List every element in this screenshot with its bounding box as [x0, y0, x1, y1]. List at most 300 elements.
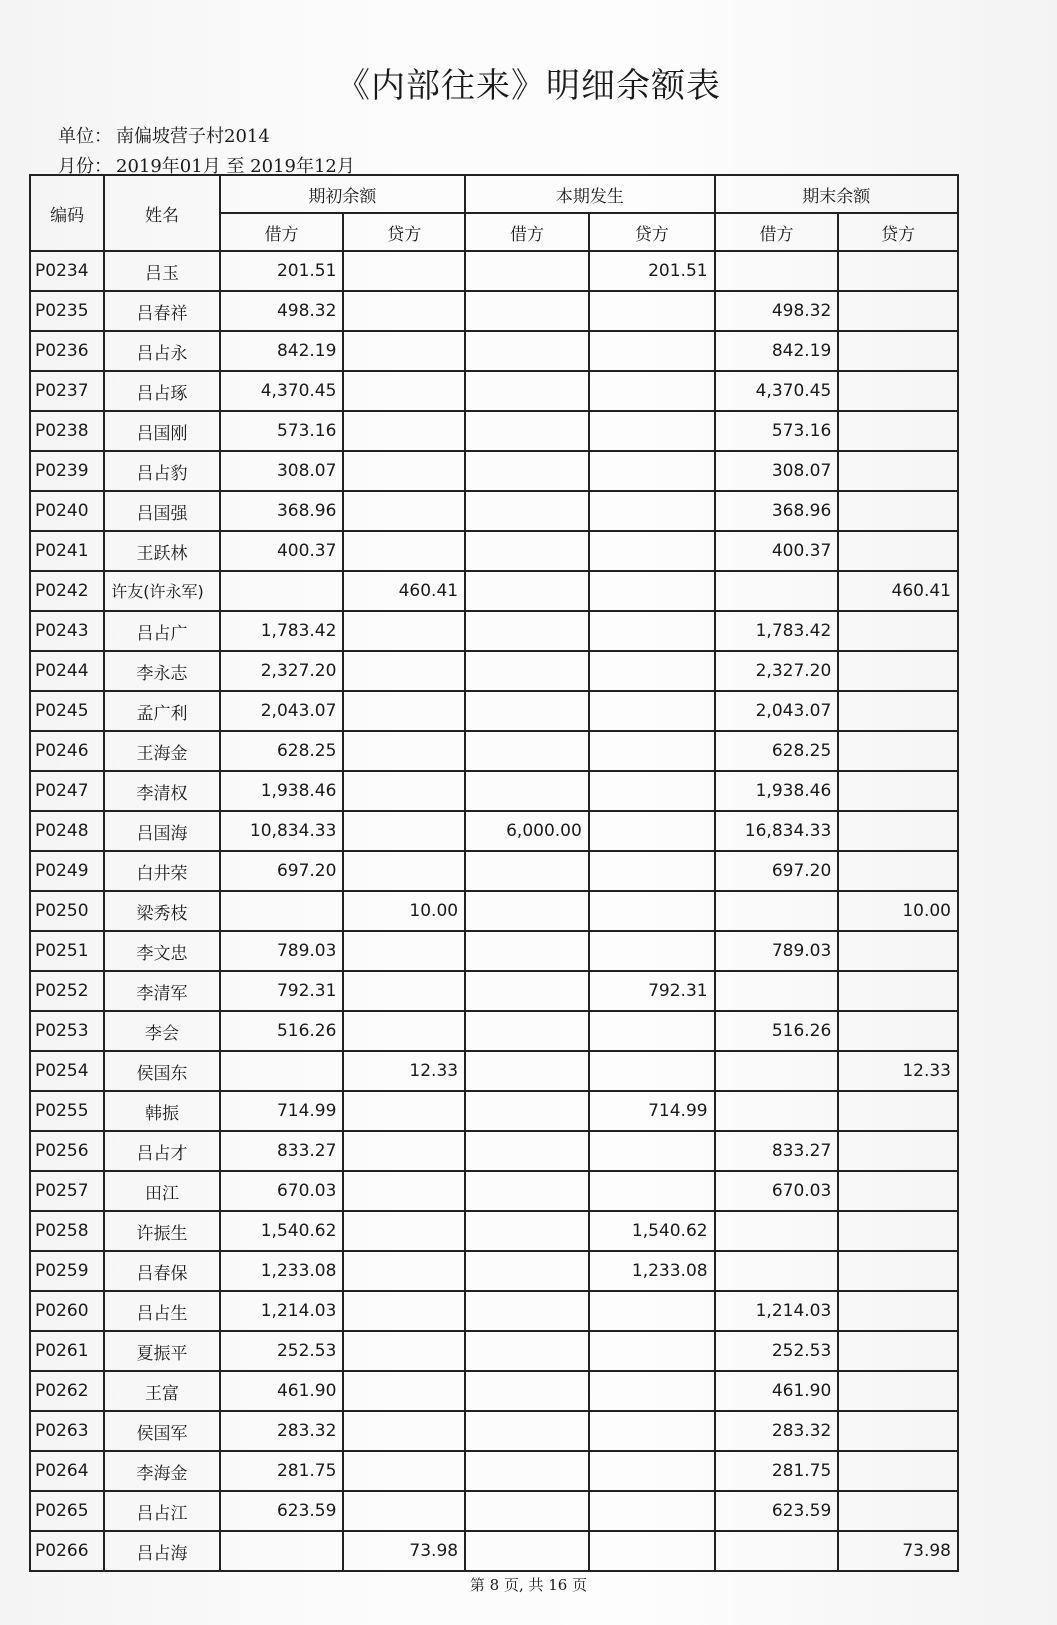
cell-current-debit: 6,000.00: [465, 811, 589, 851]
cell-code: P0246: [30, 731, 104, 771]
cell-opening-credit: 10.00: [343, 891, 465, 931]
cell-current-credit: [589, 451, 715, 491]
table-row: [30, 451, 958, 491]
cell-opening-credit: [343, 1331, 465, 1371]
cell-opening-credit: [343, 491, 465, 531]
cell-name: 吕占才: [104, 1131, 219, 1171]
cell-code: P0253: [30, 1011, 104, 1051]
cell-opening-credit: [343, 371, 465, 411]
cell-name: 李文忠: [104, 931, 219, 971]
cell-closing-debit: 283.32: [715, 1411, 839, 1451]
cell-closing-credit: [838, 531, 958, 571]
cell-name: 吕占豹: [104, 451, 219, 491]
table-row: [30, 1131, 958, 1171]
cell-current-debit: [465, 1211, 589, 1251]
cell-current-credit: [589, 531, 715, 571]
cell-closing-debit: 1,783.42: [715, 611, 839, 651]
cell-closing-credit: [838, 1291, 958, 1331]
table-row: [30, 1291, 958, 1331]
header-closing-debit: 借方: [715, 213, 839, 251]
unit-label: 单位：: [58, 126, 112, 147]
cell-closing-debit: 281.75: [715, 1451, 839, 1491]
cell-current-credit: [589, 1171, 715, 1211]
cell-code: P0237: [30, 371, 104, 411]
cell-current-debit: [465, 1051, 589, 1091]
cell-closing-credit: [838, 331, 958, 371]
cell-closing-debit: 252.53: [715, 1331, 839, 1371]
cell-current-debit: [465, 651, 589, 691]
cell-closing-credit: [838, 1411, 958, 1451]
cell-name: 王富: [104, 1371, 219, 1411]
cell-opening-credit: [343, 1251, 465, 1291]
cell-closing-debit: 368.96: [715, 491, 839, 531]
cell-current-debit: [465, 1011, 589, 1051]
cell-opening-debit: 283.32: [220, 1411, 344, 1451]
cell-opening-credit: [343, 1091, 465, 1131]
cell-current-credit: [589, 1131, 715, 1171]
cell-current-debit: [465, 851, 589, 891]
cell-closing-credit: [838, 851, 958, 891]
cell-name: 侯国军: [104, 1411, 219, 1451]
cell-code: P0250: [30, 891, 104, 931]
cell-current-credit: [589, 1531, 715, 1571]
cell-name: 王跃林: [104, 531, 219, 571]
table-row: [30, 811, 958, 851]
header-opening: 期初余额: [220, 175, 465, 213]
cell-current-credit: 1,540.62: [589, 1211, 715, 1251]
cell-current-debit: [465, 411, 589, 451]
cell-closing-debit: [715, 971, 839, 1011]
cell-name: 梁秀枝: [104, 891, 219, 931]
cell-name: 吕国刚: [104, 411, 219, 451]
header-closing-credit: 贷方: [838, 213, 958, 251]
cell-current-credit: [589, 571, 715, 611]
cell-closing-debit: 573.16: [715, 411, 839, 451]
cell-name: 李海金: [104, 1451, 219, 1491]
cell-code: P0261: [30, 1331, 104, 1371]
cell-current-credit: [589, 1011, 715, 1051]
cell-closing-credit: [838, 691, 958, 731]
cell-opening-credit: [343, 1491, 465, 1531]
cell-closing-credit: [838, 1171, 958, 1211]
cell-current-credit: [589, 931, 715, 971]
cell-opening-debit: 714.99: [220, 1091, 344, 1131]
cell-opening-debit: 1,233.08: [220, 1251, 344, 1291]
cell-closing-credit: [838, 451, 958, 491]
cell-opening-debit: [220, 571, 344, 611]
cell-current-credit: [589, 411, 715, 451]
cell-name: 夏振平: [104, 1331, 219, 1371]
cell-opening-credit: [343, 1451, 465, 1491]
cell-current-credit: [589, 1491, 715, 1531]
cell-opening-credit: 12.33: [343, 1051, 465, 1091]
cell-opening-credit: [343, 1411, 465, 1451]
cell-name: 田江: [104, 1171, 219, 1211]
cell-closing-debit: 308.07: [715, 451, 839, 491]
cell-opening-debit: 1,214.03: [220, 1291, 344, 1331]
cell-current-credit: [589, 651, 715, 691]
cell-closing-debit: 842.19: [715, 331, 839, 371]
cell-closing-credit: [838, 1091, 958, 1131]
cell-opening-debit: 1,938.46: [220, 771, 344, 811]
cell-opening-credit: [343, 851, 465, 891]
cell-current-credit: [589, 611, 715, 651]
period-value: 2019年01月 至 2019年12月: [116, 156, 355, 177]
cell-current-debit: [465, 451, 589, 491]
cell-code: P0243: [30, 611, 104, 651]
cell-opening-debit: 498.32: [220, 291, 344, 331]
cell-opening-debit: 697.20: [220, 851, 344, 891]
cell-closing-credit: [838, 251, 958, 291]
table-row: [30, 531, 958, 571]
cell-name: 吕占江: [104, 1491, 219, 1531]
period-label: 月份：: [58, 156, 112, 177]
table-row: [30, 251, 958, 291]
cell-closing-debit: 789.03: [715, 931, 839, 971]
cell-opening-debit: 4,370.45: [220, 371, 344, 411]
table-row: [30, 1171, 958, 1211]
cell-opening-debit: 10,834.33: [220, 811, 344, 851]
cell-closing-debit: 498.32: [715, 291, 839, 331]
cell-opening-debit: 833.27: [220, 1131, 344, 1171]
cell-opening-debit: 670.03: [220, 1171, 344, 1211]
cell-closing-debit: [715, 1251, 839, 1291]
header-code: 编码: [30, 175, 104, 251]
cell-name: 许振生: [104, 1211, 219, 1251]
table-row: [30, 891, 958, 931]
cell-current-debit: [465, 1331, 589, 1371]
cell-opening-credit: 73.98: [343, 1531, 465, 1571]
table-row: [30, 731, 958, 771]
header-name: 姓名: [104, 175, 219, 251]
cell-name: 吕占广: [104, 611, 219, 651]
table-row: [30, 691, 958, 731]
cell-current-credit: [589, 1371, 715, 1411]
cell-code: P0235: [30, 291, 104, 331]
table-row: [30, 1531, 958, 1571]
cell-closing-debit: 623.59: [715, 1491, 839, 1531]
cell-code: P0236: [30, 331, 104, 371]
cell-code: P0234: [30, 251, 104, 291]
unit-line: [58, 122, 270, 148]
cell-current-debit: [465, 1371, 589, 1411]
cell-opening-debit: 281.75: [220, 1451, 344, 1491]
cell-name: 吕占海: [104, 1531, 219, 1571]
cell-closing-credit: 12.33: [838, 1051, 958, 1091]
cell-opening-debit: 792.31: [220, 971, 344, 1011]
cell-current-credit: [589, 811, 715, 851]
cell-closing-credit: [838, 491, 958, 531]
cell-opening-credit: [343, 1131, 465, 1171]
cell-name: 吕国强: [104, 491, 219, 531]
cell-closing-debit: [715, 571, 839, 611]
cell-code: P0241: [30, 531, 104, 571]
cell-code: P0252: [30, 971, 104, 1011]
table-row: [30, 651, 958, 691]
cell-current-debit: [465, 291, 589, 331]
cell-opening-credit: [343, 1291, 465, 1331]
table-row: [30, 1051, 958, 1091]
header-current-credit: 贷方: [589, 213, 715, 251]
cell-opening-debit: 368.96: [220, 491, 344, 531]
cell-opening-debit: 461.90: [220, 1371, 344, 1411]
cell-current-debit: [465, 491, 589, 531]
table-row: [30, 931, 958, 971]
cell-closing-debit: 2,327.20: [715, 651, 839, 691]
header-closing: 期末余额: [715, 175, 958, 213]
cell-current-credit: [589, 1291, 715, 1331]
cell-opening-debit: 516.26: [220, 1011, 344, 1051]
cell-closing-credit: [838, 651, 958, 691]
cell-closing-credit: 460.41: [838, 571, 958, 611]
cell-opening-credit: [343, 1171, 465, 1211]
cell-code: P0242: [30, 571, 104, 611]
cell-opening-debit: 1,540.62: [220, 1211, 344, 1251]
cell-closing-credit: [838, 611, 958, 651]
cell-opening-credit: [343, 811, 465, 851]
cell-closing-debit: [715, 251, 839, 291]
page-title: 《内部往来》明细余额表: [336, 66, 721, 106]
cell-current-credit: [589, 851, 715, 891]
cell-current-credit: [589, 331, 715, 371]
cell-opening-debit: 628.25: [220, 731, 344, 771]
cell-code: P0260: [30, 1291, 104, 1331]
table-row: [30, 571, 958, 611]
cell-closing-debit: 697.20: [715, 851, 839, 891]
cell-current-debit: [465, 1131, 589, 1171]
table-row: [30, 411, 958, 451]
cell-closing-credit: [838, 1131, 958, 1171]
cell-closing-debit: [715, 891, 839, 931]
cell-opening-debit: 252.53: [220, 1331, 344, 1371]
cell-opening-credit: [343, 1011, 465, 1051]
cell-closing-debit: 2,043.07: [715, 691, 839, 731]
cell-current-debit: [465, 691, 589, 731]
cell-opening-credit: [343, 931, 465, 971]
cell-current-credit: [589, 691, 715, 731]
cell-name: 李清军: [104, 971, 219, 1011]
cell-opening-credit: [343, 531, 465, 571]
cell-current-credit: 1,233.08: [589, 1251, 715, 1291]
cell-closing-credit: [838, 1211, 958, 1251]
cell-opening-debit: 308.07: [220, 451, 344, 491]
cell-current-credit: [589, 291, 715, 331]
header-current: 本期发生: [465, 175, 715, 213]
cell-opening-credit: [343, 1371, 465, 1411]
cell-current-debit: [465, 251, 589, 291]
cell-current-debit: [465, 1171, 589, 1211]
cell-name: 李永志: [104, 651, 219, 691]
cell-code: P0266: [30, 1531, 104, 1571]
cell-closing-credit: [838, 931, 958, 971]
cell-opening-credit: [343, 651, 465, 691]
page-footer: 第 8 页, 共 16 页: [469, 1576, 588, 1594]
table-row: [30, 1371, 958, 1411]
cell-closing-debit: [715, 1531, 839, 1571]
cell-opening-debit: 2,327.20: [220, 651, 344, 691]
cell-closing-debit: 628.25: [715, 731, 839, 771]
cell-current-debit: [465, 971, 589, 1011]
cell-code: P0255: [30, 1091, 104, 1131]
cell-code: P0257: [30, 1171, 104, 1211]
cell-current-credit: [589, 491, 715, 531]
cell-opening-credit: [343, 771, 465, 811]
cell-opening-credit: [343, 291, 465, 331]
cell-name: 吕玉: [104, 251, 219, 291]
table-row: [30, 971, 958, 1011]
cell-opening-credit: [343, 451, 465, 491]
cell-current-credit: 714.99: [589, 1091, 715, 1131]
cell-current-credit: 201.51: [589, 251, 715, 291]
cell-current-credit: [589, 731, 715, 771]
cell-opening-credit: [343, 971, 465, 1011]
cell-code: P0238: [30, 411, 104, 451]
cell-code: P0247: [30, 771, 104, 811]
cell-closing-credit: [838, 771, 958, 811]
cell-closing-credit: 73.98: [838, 1531, 958, 1571]
cell-name: 李清权: [104, 771, 219, 811]
table-row: [30, 1491, 958, 1531]
cell-current-debit: [465, 1451, 589, 1491]
cell-opening-debit: 201.51: [220, 251, 344, 291]
cell-code: P0239: [30, 451, 104, 491]
cell-current-credit: [589, 371, 715, 411]
cell-opening-credit: [343, 411, 465, 451]
cell-name: 吕春祥: [104, 291, 219, 331]
table-row: [30, 1211, 958, 1251]
table-row: [30, 1011, 958, 1051]
cell-opening-credit: [343, 731, 465, 771]
cell-name: 侯国东: [104, 1051, 219, 1091]
cell-closing-debit: [715, 1091, 839, 1131]
cell-closing-credit: [838, 1491, 958, 1531]
cell-current-credit: [589, 1331, 715, 1371]
cell-closing-debit: 4,370.45: [715, 371, 839, 411]
cell-current-debit: [465, 1291, 589, 1331]
cell-current-debit: [465, 571, 589, 611]
cell-opening-debit: [220, 1531, 344, 1571]
cell-closing-debit: 670.03: [715, 1171, 839, 1211]
cell-code: P0262: [30, 1371, 104, 1411]
cell-closing-credit: [838, 1251, 958, 1291]
cell-opening-debit: 1,783.42: [220, 611, 344, 651]
cell-code: P0264: [30, 1451, 104, 1491]
cell-closing-debit: [715, 1051, 839, 1091]
cell-closing-credit: [838, 1011, 958, 1051]
cell-code: P0251: [30, 931, 104, 971]
table-row: [30, 771, 958, 811]
cell-closing-credit: [838, 811, 958, 851]
cell-opening-debit: 842.19: [220, 331, 344, 371]
cell-name: 吕占生: [104, 1291, 219, 1331]
cell-current-credit: [589, 1411, 715, 1451]
cell-code: P0248: [30, 811, 104, 851]
cell-current-debit: [465, 931, 589, 971]
cell-closing-debit: 833.27: [715, 1131, 839, 1171]
cell-code: P0258: [30, 1211, 104, 1251]
cell-current-debit: [465, 891, 589, 931]
header-opening-debit: 借方: [220, 213, 344, 251]
cell-opening-debit: [220, 891, 344, 931]
cell-name: 李会: [104, 1011, 219, 1051]
cell-code: P0265: [30, 1491, 104, 1531]
cell-name: 吕国海: [104, 811, 219, 851]
cell-opening-debit: 573.16: [220, 411, 344, 451]
cell-name: 白井荣: [104, 851, 219, 891]
cell-current-debit: [465, 771, 589, 811]
cell-closing-debit: 1,214.03: [715, 1291, 839, 1331]
cell-current-debit: [465, 531, 589, 571]
cell-closing-debit: 1,938.46: [715, 771, 839, 811]
cell-code: P0245: [30, 691, 104, 731]
cell-opening-debit: 623.59: [220, 1491, 344, 1531]
cell-name: 王海金: [104, 731, 219, 771]
cell-closing-debit: 400.37: [715, 531, 839, 571]
table-row: [30, 1451, 958, 1491]
cell-closing-credit: [838, 291, 958, 331]
cell-current-debit: [465, 731, 589, 771]
cell-closing-debit: 16,834.33: [715, 811, 839, 851]
cell-opening-debit: 2,043.07: [220, 691, 344, 731]
cell-current-debit: [465, 371, 589, 411]
table-row: [30, 491, 958, 531]
cell-current-credit: [589, 891, 715, 931]
table-row: [30, 331, 958, 371]
cell-current-credit: [589, 771, 715, 811]
cell-current-debit: [465, 331, 589, 371]
table-row: [30, 371, 958, 411]
cell-code: P0244: [30, 651, 104, 691]
cell-current-debit: [465, 611, 589, 651]
unit-value: 南偏坡营子村2014: [116, 126, 270, 147]
cell-opening-credit: [343, 611, 465, 651]
table-row: [30, 291, 958, 331]
cell-current-debit: [465, 1091, 589, 1131]
cell-opening-debit: 789.03: [220, 931, 344, 971]
header-opening-credit: 贷方: [343, 213, 465, 251]
cell-current-debit: [465, 1251, 589, 1291]
cell-code: P0259: [30, 1251, 104, 1291]
header-current-debit: 借方: [465, 213, 589, 251]
cell-opening-credit: [343, 691, 465, 731]
table-row: [30, 1251, 958, 1291]
balance-table: [29, 174, 959, 1572]
cell-current-debit: [465, 1411, 589, 1451]
cell-opening-debit: 400.37: [220, 531, 344, 571]
cell-name: 吕占琢: [104, 371, 219, 411]
cell-closing-credit: [838, 1371, 958, 1411]
cell-current-debit: [465, 1531, 589, 1571]
cell-name: 吕占永: [104, 331, 219, 371]
cell-code: P0263: [30, 1411, 104, 1451]
cell-code: P0256: [30, 1131, 104, 1171]
cell-name: 吕春保: [104, 1251, 219, 1291]
cell-current-credit: 792.31: [589, 971, 715, 1011]
cell-opening-credit: 460.41: [343, 571, 465, 611]
header-row-1: [30, 175, 958, 213]
cell-closing-credit: [838, 1451, 958, 1491]
cell-current-credit: [589, 1051, 715, 1091]
cell-closing-credit: [838, 411, 958, 451]
table-row: [30, 1411, 958, 1451]
cell-closing-credit: [838, 731, 958, 771]
cell-current-debit: [465, 1491, 589, 1531]
cell-current-credit: [589, 1451, 715, 1491]
cell-code: P0240: [30, 491, 104, 531]
cell-closing-credit: [838, 371, 958, 411]
table-body: [30, 251, 958, 1571]
cell-opening-credit: [343, 251, 465, 291]
